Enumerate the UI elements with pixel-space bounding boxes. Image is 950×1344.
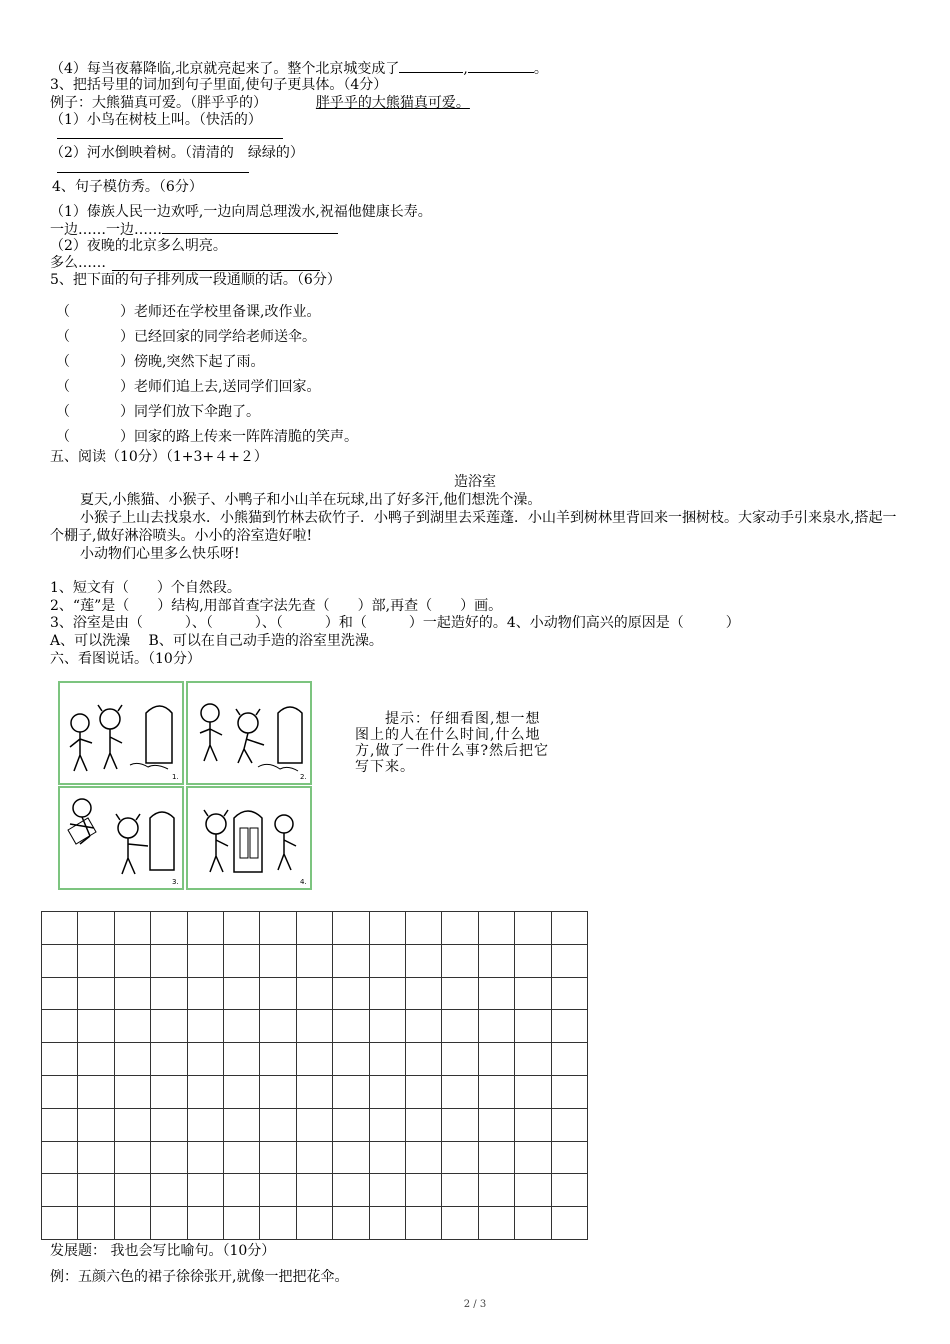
q4-pattern-2	[50, 255, 106, 271]
answer-line[interactable]	[57, 172, 249, 173]
q5-item[interactable]	[56, 329, 316, 345]
section-6-title: 六、看图说话。（10分）	[50, 651, 201, 667]
cartoon-illustration	[188, 788, 310, 888]
q4-pattern-1-text: 一边……一边……	[50, 222, 162, 238]
q4-item-1: （1）傣族人民一边欢呼,一边向周总理泼水,祝福他健康长寿。	[50, 204, 432, 220]
q4-title: 4、句子模仿秀。（6分）	[52, 179, 203, 195]
story-paragraph-1: 夏天,小熊猫、小猴子、小鸭子和小山羊在玩球,出了好多汗,他们想洗个澡。	[80, 492, 542, 508]
q2-4-line	[50, 60, 548, 77]
answer-blank[interactable]	[399, 60, 463, 73]
q5-item-text: ）回家的路上传来一阵阵清脆的笑声。	[120, 429, 358, 445]
q5-item-text: ）老师们追上去,送同学们回家。	[120, 379, 321, 395]
panel-number: 1.	[172, 773, 179, 781]
reading-q2: 2、“莲”是（ ）结构,用部首查字法先查（ ）部,再查（ ）画。	[50, 598, 503, 614]
development-title: 发展题： 我也会写比喻句。（10分）	[50, 1243, 276, 1259]
q3-example	[50, 95, 470, 111]
panel-number: 2.	[300, 773, 307, 781]
picture-panel-4	[186, 786, 312, 890]
answer-blank[interactable]	[162, 221, 338, 234]
answer-blank[interactable]	[468, 60, 534, 73]
section-5-title: 五、阅读（10分）（1+3+４+２）	[50, 449, 268, 465]
open-paren: （	[56, 429, 70, 445]
story-paragraph-3: 小动物们心里多么快乐呀!	[80, 546, 240, 562]
q5-item-text: ）傍晚,突然下起了雨。	[120, 354, 265, 370]
open-paren: （	[56, 329, 70, 345]
picture-hint: 提示：仔细看图,想一想图上的人在什么时间,什么地方,做了一件什么事?然后把它写下来。	[355, 711, 549, 775]
reading-q1: 1、短文有（ ）个自然段。	[50, 580, 241, 596]
picture-panel-2	[186, 681, 312, 785]
cartoon-illustration	[60, 788, 182, 888]
picture-panel-3	[58, 786, 184, 890]
q3-example-answer: 胖乎乎的大熊猫真可爱。	[315, 95, 470, 111]
picture-panel-1	[58, 681, 184, 785]
q3-title: 3、把括号里的词加到句子里面,使句子更具体。（4分）	[50, 77, 388, 93]
q5-item[interactable]	[56, 304, 320, 320]
open-paren: （	[56, 354, 70, 370]
open-paren: （	[56, 304, 70, 320]
answer-line[interactable]	[112, 270, 320, 271]
open-paren: （	[56, 404, 70, 420]
reading-q4-options: A、可以洗澡 B、可以在自己动手造的浴室里洗澡。	[50, 633, 383, 649]
q4-pattern-1	[50, 221, 338, 238]
q3-item-2: （2）河水倒映着树。（清清的 绿绿的）	[50, 145, 304, 161]
q5-item[interactable]	[56, 429, 358, 445]
q3-example-label: 例子：大熊猫真可爱。（胖乎乎的）	[50, 95, 267, 111]
q5-title: 5、把下面的句子排列成一段通顺的话。（6分）	[50, 272, 341, 288]
development-example: 例：五颜六色的裙子徐徐张开,就像一把把花伞。	[50, 1269, 349, 1285]
q5-item[interactable]	[56, 354, 264, 370]
q4-pattern-2-text: 多么……	[50, 255, 106, 271]
q5-item-text: ）同学们放下伞跑了。	[120, 404, 260, 420]
q5-item[interactable]	[56, 404, 260, 420]
answer-line[interactable]	[57, 138, 283, 139]
q5-item-text: ）已经回家的同学给老师送伞。	[120, 329, 316, 345]
panel-number: 4.	[300, 878, 307, 886]
q4-item-2: （2）夜晚的北京多么明亮。	[50, 238, 227, 254]
writing-grid[interactable]	[41, 911, 588, 1240]
period: 。	[533, 61, 548, 77]
reading-q3: 3、浴室是由（ ）、（ ）、（ ）和（ ）一起造好的。4、小动物们高兴的原因是（ ）	[50, 615, 740, 631]
q2-4-text: （4）每当夜幕降临,北京就亮起来了。整个北京城变成了	[50, 61, 400, 77]
story-paragraph-2: 小猴子上山去找泉水．小熊猫到竹林去砍竹子．小鸭子到湖里去采莲蓬．小山羊到树林里背回来一捆树枝。大家动手引来泉水,搭起一个棚子,做好淋浴喷头。小小的浴室造好啦!	[50, 510, 897, 544]
q3-item-1: （1）小鸟在树枝上叫。（快活的）	[50, 112, 262, 128]
story-title: 造浴室	[454, 474, 496, 490]
q5-item[interactable]	[56, 379, 320, 395]
page-number: 2 / 3	[463, 1299, 487, 1310]
open-paren: （	[56, 379, 70, 395]
comma: ,	[463, 61, 468, 77]
panel-number: 3.	[172, 878, 179, 886]
cartoon-illustration	[60, 683, 182, 783]
q5-item-text: ）老师还在学校里备课,改作业。	[120, 304, 321, 320]
cartoon-illustration	[188, 683, 310, 783]
